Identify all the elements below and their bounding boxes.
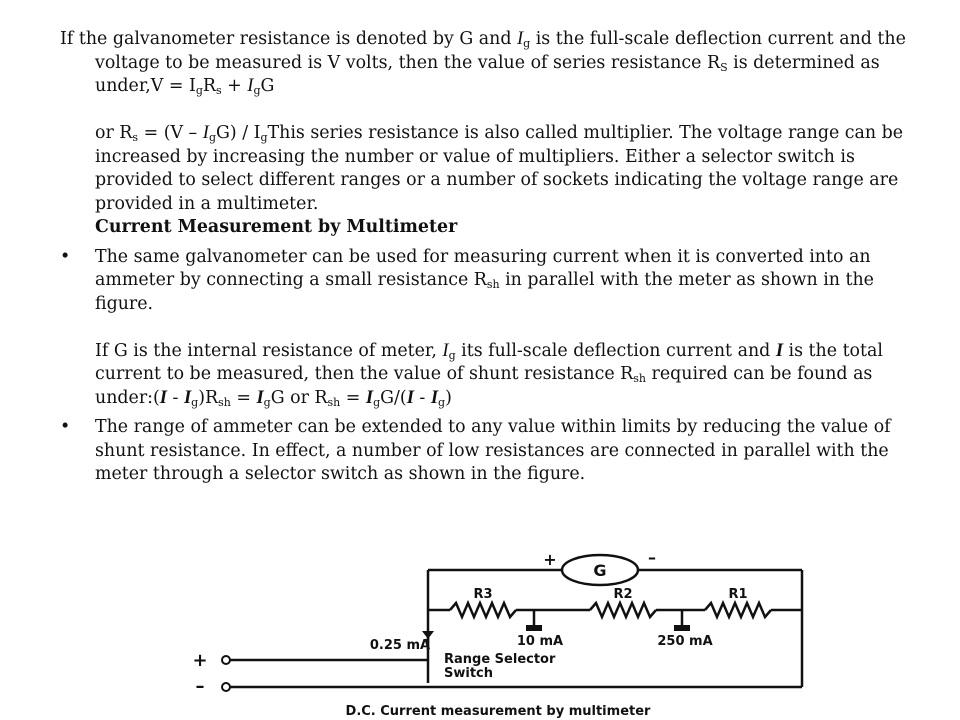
document-body <box>60 28 910 487</box>
tap-250ma-contact <box>674 625 690 631</box>
selector-label-line1: Range Selector <box>444 652 556 667</box>
terminal-plus-label: + <box>192 650 208 671</box>
selector-label-line2: Switch <box>444 666 494 681</box>
resistor-r2-label: R2 <box>613 587 633 602</box>
terminal-negative <box>222 683 230 691</box>
paragraph-multiplier: or $R_s = (V - I_gG)$ / $I_gThis$ series resistance is also called multiplier. The voltage range can be increased by increasing the number or value of multipliers. Either a selector switch is provided to select different ranges or a number of sockets indicating the voltage range are provided in a multimeter. <box>95 123 904 214</box>
figure-caption: D.C. Current measurement by multimeter <box>345 704 651 719</box>
meter-minus-label: – <box>648 548 656 567</box>
tap-label-10ma: 10 mA <box>516 634 564 649</box>
bullet-text-shunt-formula: If G is the internal resistance of meter, $I_g$ its full-scale deflection current and I is the total current to be measured, then the value of shunt resistance $R_{sh}$ required can be found as under:(I - $I_g)R_{sh} = I_gG$ or $R_{sh} = I_gG/(I - I_g)$ <box>95 340 883 409</box>
resistor-r1-label: R1 <box>728 587 748 602</box>
resistor-r3-label: R3 <box>473 587 493 602</box>
circuit-diagram <box>160 545 810 720</box>
meter-plus-label: + <box>543 550 557 569</box>
bullet-marker: • <box>60 246 71 267</box>
bullet-text-ammeter: The same galvanometer can be used for measuring current when it is converted into an ammeter by connecting a small resistance $R_{sh}$ in parallel with the meter as shown in the figure. <box>95 246 874 314</box>
paragraph-series-resistance: If the galvanometer resistance is denoted by G and $I_g$ is the full-scale deflection current and the voltage to be measured is V volts, then the value of series resistance $R_S$ is determined as under,V = $I_gR_s + I_gG$ <box>60 29 906 97</box>
bullet-text-range: The range of ammeter can be extended to any value within limits by reducing the value of shunt resistance. In effect, a number of low resistances are connected in parallel with the meter through a selector switch as shown in the figure. <box>95 417 891 484</box>
tap-10ma-contact <box>526 625 542 631</box>
bullet-item-galvanometer <box>60 246 910 411</box>
bullet-item-range-extension <box>60 416 910 487</box>
tap-label-250ma: 250 mA <box>657 634 713 649</box>
section-heading: Current Measurement by Multimeter <box>95 217 458 237</box>
tap-label-025ma: 0.25 mA <box>369 638 431 653</box>
meter-label: G <box>593 561 607 580</box>
terminal-minus-label: – <box>195 676 205 697</box>
bullet-marker: • <box>60 417 71 437</box>
terminal-positive <box>222 656 230 664</box>
